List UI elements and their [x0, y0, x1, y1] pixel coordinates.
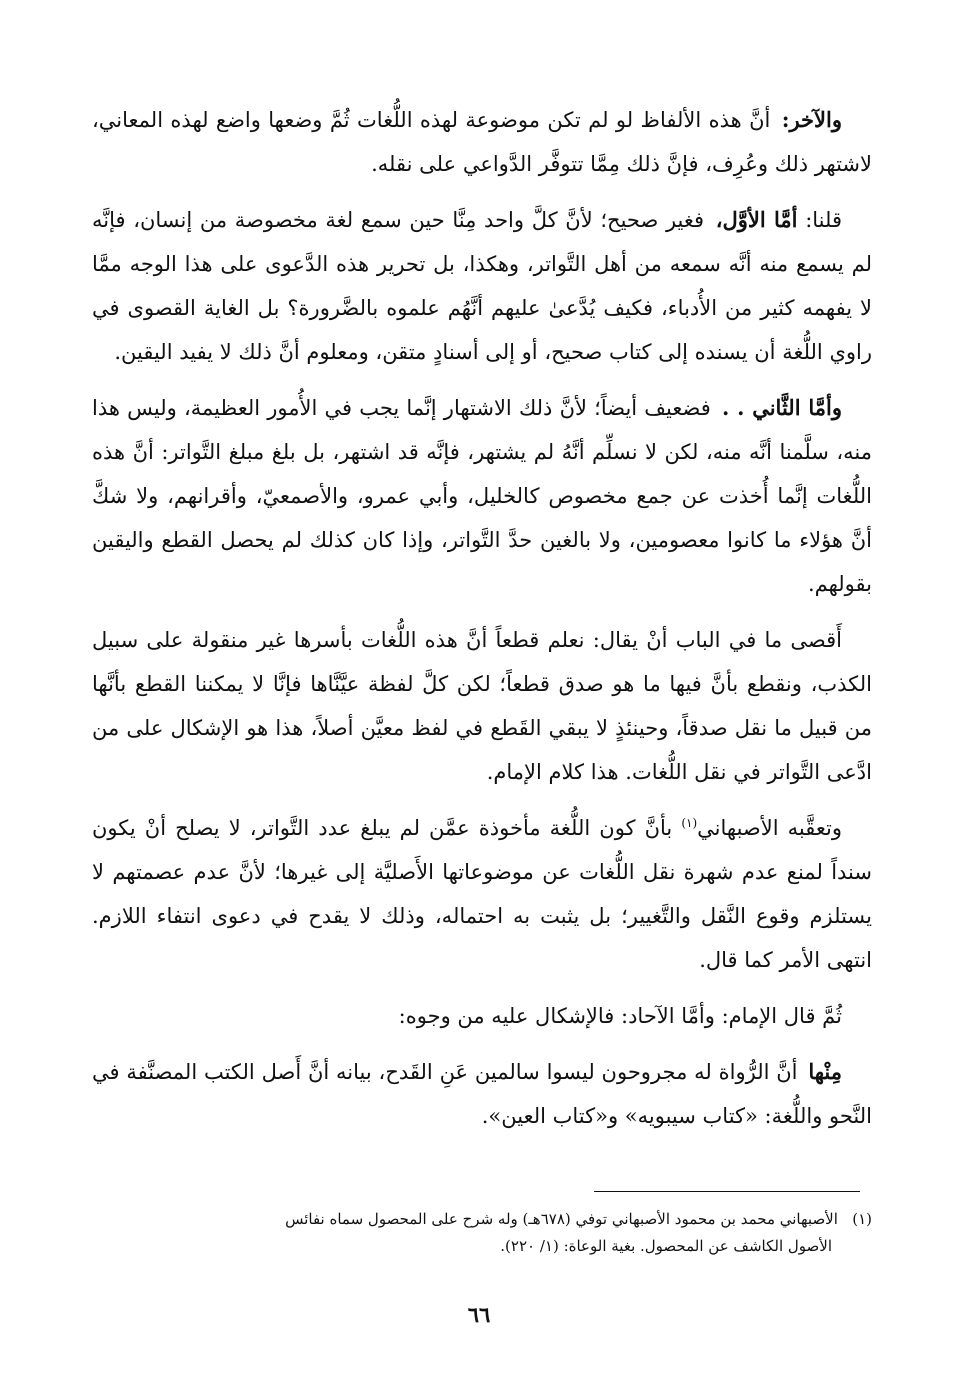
paragraph-lead: والآخر: [781, 107, 842, 132]
paragraph-prefix: قلنا: [805, 208, 842, 232]
footnote-reference: (١) [681, 816, 698, 830]
footnote-number: (١) [852, 1210, 872, 1228]
footnote-line-1 [92, 1206, 872, 1233]
footnote [92, 1206, 872, 1260]
footnote-separator [594, 1191, 860, 1192]
footnote-text: الأصبهاني محمد بن محمود الأصبهاني توفي (٦٧٨هـ) وله شرح على المحصول سماه نفائس [285, 1210, 838, 1228]
paragraph-1 [92, 98, 872, 186]
paragraph-lead: وأمَّا الثَّاني . . [721, 395, 842, 420]
main-text [92, 98, 872, 1150]
paragraph-2 [92, 198, 872, 374]
paragraph-text: فضعيف أيضاً؛ لأنَّ ذلك الاشتهار إنَّما يجب في الأُمور العظيمة، وليس هذا منه، سلَّمنا أنَّه منه، لكن لا نسلِّم أنَّهُ لم يشتهر، فإنَّه قد اشتهر، بل بلغ مبلغ التَّواتر: أنَّ هذه اللُّغات إنَّما أُخذت عن جمع مخصوص كالخليل، وأبي عمرو، والأصمعيّ، وأقرانهم، ولا شكَّ أنَّ هؤلاء ما كانوا معصومين، ولا بالغين حدَّ التَّواتر، وإذا كان كذلك لم يحصل القطع واليقين بقولهم. [92, 396, 872, 596]
paragraph-text: بأنَّ كون اللُّغة مأخوذة عمَّن لم يبلغ عدد التَّواتر، لا يصلح أنْ يكون سنداً لمنع عدم شهرة نقل اللُّغات عن موضوعاتها الأَصليَّة إلى غيرها؛ لأنَّ عدم عصمتهم لا يستلزم وقوع النَّقل والتَّغيير؛ بل يثبت به احتماله، وذلك لا يقدح في دعوى انتفاء اللازم. انتهى الأمر كما قال. [92, 816, 872, 972]
paragraph-text: أَقصى ما في الباب أنْ يقال: نعلم قطعاً أنَّ هذه اللُّغات بأسرها غير منقولة على سبيل الكذب، ونقطع بأنَّ فيها ما هو صدق قطعاً؛ لكن كلَّ لفظة عيَّنَّاها فإنَّا لا يمكننا القطع بأنَّها من قبيل ما نقل صدقاً، وحينئذٍ لا يبقي القَطع في لفظ معيَّن أصلاً، هذا هو الإشكال على من ادَّعى التَّواتر في نقل اللُّغات. هذا كلام الإمام. [92, 628, 872, 784]
paragraph-text: أنَّ الرُّواة له مجروحون ليسوا سالمين عَنِ القَدح، بيانه أنَّ أَصل الكتب المصنَّفة في النَّحو واللُّغة: «كتاب سيبويه» و«كتاب العين». [92, 1060, 872, 1128]
paragraph-5 [92, 806, 872, 982]
paragraph-7 [92, 1050, 872, 1138]
paragraph-text: ثُمَّ قال الإمام: وأمَّا الآحاد: فالإشكال عليه من وجوه: [398, 1004, 842, 1028]
footnote-line-2: الأصول الكاشف عن المحصول. بغية الوعاة: (١/ ٢٢٠). [500, 1237, 832, 1255]
paragraph-3 [92, 386, 872, 606]
page-number: ٦٦ [467, 1302, 491, 1327]
paragraph-text: فغير صحيح؛ لأنَّ كلَّ واحد مِنَّا حين سمع لغة مخصوصة من إنسان، فإنَّه لم يسمع منه أنَّه سمعه من أهل التَّواتر، وهكذا، بل تحرير هذه الدَّعوى على هذا الوجه ممَّا لا يفهمه كثير من الأُدباء، فكيف يُدَّعىٰ عليهم أنَّهُم علموه بالضَّرورة؟ بل الغاية القصوى في راوي اللُّغة أن يسنده إلى كتاب صحيح، أو إلى أسنادٍ متقن، ومعلوم أنَّ ذلك لا يفيد اليقين. [92, 208, 872, 364]
paragraph-lead: أمَّا الأوَّل، [715, 207, 798, 232]
paragraph-lead: مِنْها [808, 1059, 842, 1084]
paragraph-text-before-ref: وتعقَّبه الأصبهاني [697, 816, 842, 840]
paragraph-6 [92, 994, 872, 1038]
paragraph-text: أنَّ هذه الألفاظ لو لم تكن موضوعة لهذه اللُّغات ثُمَّ وضعها واضع لهذه المعاني، لاشتهر ذلك وعُرِف، فإنَّ ذلك مِمَّا تتوفَّر الدَّواعي على نقله. [92, 108, 872, 176]
paragraph-4 [92, 618, 872, 794]
